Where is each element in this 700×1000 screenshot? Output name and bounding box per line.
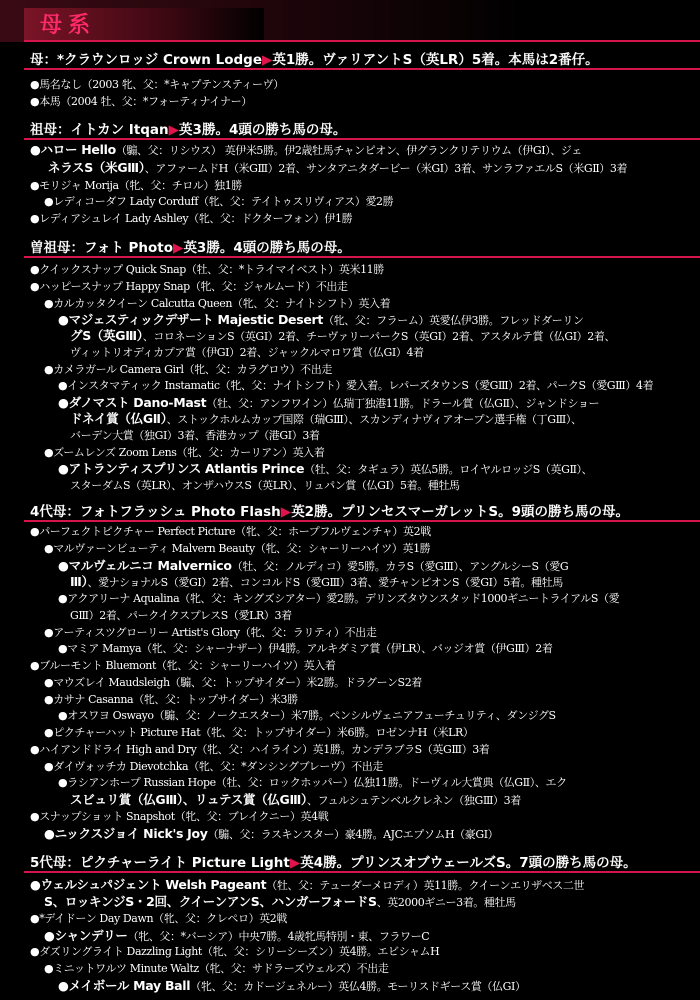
entry-text: スターダムS（英LR）、オンザハウスS（英LR）、リュパン賞（仏GⅠ）5着。種牡馬 xyxy=(70,479,460,492)
offspring-entry xyxy=(44,759,698,774)
horse-name-bold: S、ロッキンジS・2回、クイーンアンS、ハンガーフォードS xyxy=(44,894,377,909)
offspring-entry xyxy=(44,894,698,910)
entry-text: （牝、父：*バーシア）中央7勝。4歳牝馬特別・東、フラワーC xyxy=(127,930,430,943)
entry-text: （牡、父：テューダーメロディ）英11勝。クイーンエリザベス二世 xyxy=(266,879,585,892)
horse-name-bold: グS（英GⅢ） xyxy=(70,328,143,343)
offspring-entry xyxy=(70,411,698,427)
entry-text: ●マミア Mamya（牝、父：シャーナザー）伊4勝。アルキダミア賞（伊LR）、バッジオ賞（伊GⅢ）2着 xyxy=(58,642,553,655)
entry-text: ●ミニットワルツ Minute Waltz（牝、父：サドラーズウェルズ）不出走 xyxy=(44,962,389,975)
section-dam-name: 曽祖母：フォト Photo xyxy=(30,240,174,256)
entry-text: ●インスタマティック Instamatic（牝、父：ナイトシフト）愛入着。レパーズタウンS（愛GⅢ）2着、パークS（愛GⅢ）4着 xyxy=(58,379,654,392)
triangle-icon: ▶ xyxy=(289,855,301,871)
entry-text: ●*デイドーン Day Dawn（牝、父：クレペロ）英2戦 xyxy=(30,912,287,925)
horse-name-bold: ●マルヴェルニコ Malvernico xyxy=(58,558,232,573)
horse-name-bold: ●ハロー Hello xyxy=(30,142,116,157)
offspring-entry xyxy=(70,574,698,590)
offspring-entry xyxy=(30,142,698,158)
entry-text: 、愛ナショナルS（愛GⅠ）2着、コンコルドS（愛GⅢ）3着、愛チャンピオンS（愛GⅠ）5着。種牡馬 xyxy=(87,576,563,589)
header-rule xyxy=(24,40,700,42)
offspring-entry xyxy=(58,775,698,790)
offspring-entry xyxy=(58,312,698,328)
entry-text: （牡、父：タギュラ）英仏5勝。ロイヤルロッジS（英GⅡ）、 xyxy=(304,463,593,476)
entry-text: ●ダイヴォッチカ Dievotchka（牝、父：*ダンシングブレーヴ）不出走 xyxy=(44,760,383,773)
offspring-entry xyxy=(44,725,698,740)
entry-text: 、ストックホルムカップ国際（瑞GⅢ）、スカンディナヴィアオープン選手権（丁GⅢ）、 xyxy=(166,413,582,426)
offspring-entry xyxy=(58,395,698,411)
section-summary: 英3勝。4頭の勝ち馬の母。 xyxy=(183,240,351,256)
offspring-entry xyxy=(58,978,698,994)
offspring-entry xyxy=(30,877,698,893)
offspring-entry xyxy=(70,478,698,493)
offspring-entry xyxy=(30,524,698,539)
section-rule xyxy=(24,520,700,522)
entry-text: （牝、父：カドージェネルー）英仏4勝。モーリスドギース賞（仏GⅠ） xyxy=(190,980,526,993)
offspring-entry xyxy=(44,445,698,460)
offspring-entry xyxy=(58,558,698,574)
triangle-icon: ▶ xyxy=(261,52,273,68)
offspring-entry xyxy=(44,625,698,640)
offspring-entry xyxy=(30,742,698,757)
section-summary: 英3勝。4頭の勝ち馬の母。 xyxy=(179,122,347,138)
section-rule xyxy=(24,138,700,140)
entry-text: GⅢ）2着、パークイクスプレスS（愛LR）3着 xyxy=(70,609,292,622)
offspring-entry xyxy=(58,708,698,723)
entry-text: ●カサナ Casanna（牝、父：トップサイダー）米3勝 xyxy=(44,693,298,706)
offspring-entry xyxy=(30,911,698,926)
section-summary: 英4勝。プリンスオブウェールズS。7頭の勝ち馬の母。 xyxy=(300,855,637,871)
offspring-entry xyxy=(70,792,698,808)
entry-text: ●オスワヨ Oswayo（騸、父：ノークエスター）米7勝。ペンシルヴェニアフューチュリティ、ダンジグS xyxy=(58,709,556,722)
entry-text: 、コロネーションS（英GⅠ）2着、チーヴァリーパークS（英GⅠ）2着、アスタルテ賞（仏GⅠ）2着、 xyxy=(142,330,616,343)
section-heading-text xyxy=(30,236,351,256)
entry-text: ●レディアシュレイ Lady Ashley（牝、父：ドクターフォン）伊1勝 xyxy=(30,212,353,225)
offspring-entry xyxy=(30,658,698,673)
section-heading xyxy=(24,118,700,140)
section-heading-text xyxy=(30,500,629,520)
offspring-entry xyxy=(44,675,698,690)
section-heading xyxy=(24,851,700,873)
horse-name-bold: ●アトランティスプリンス Atlantis Prince xyxy=(58,461,305,476)
offspring-entry xyxy=(44,362,698,377)
horse-name-bold: ●ニックスジョイ Nick's Joy xyxy=(44,826,208,841)
entry-text: （牝、父：フラーム）英愛仏伊3勝。フレッドダーリン xyxy=(323,314,584,327)
triangle-icon: ▶ xyxy=(280,504,292,520)
offspring-entry xyxy=(44,194,698,209)
offspring-entry xyxy=(58,461,698,477)
section-summary: 英2勝。プリンセスマーガレットS。9頭の勝ち馬の母。 xyxy=(291,504,629,520)
offspring-entry xyxy=(44,826,698,842)
offspring-entry xyxy=(70,345,698,360)
entry-text: ●パーフェクトピクチャー Perfect Picture（牝、父：ホープフルヴェンチャ）英2戦 xyxy=(30,525,431,538)
section-summary: 英1勝。ヴァリアントS（英LR）5着。本馬は2番仔。 xyxy=(272,52,599,68)
entry-text: ●ダズリングライト Dazzling Light（牝、父：シリーシーズン）英4勝。エビシャムH xyxy=(30,945,440,958)
horse-name-bold: ドネイ賞（仏GⅡ） xyxy=(70,411,167,426)
section-heading-text xyxy=(30,851,637,871)
entry-text: ヴィットリオディカプア賞（伊GⅠ）2着、ジャックルマロワ賞（仏GⅠ）4着 xyxy=(70,346,424,359)
entry-text: ●スナップショット Snapshot（牝、父：ブレイクニー）英4戦 xyxy=(30,810,329,823)
section-dam-name: 4代母：フォトフラッシュ Photo Flash xyxy=(30,504,281,520)
section-dam-name: 祖母：イトカン Itqan xyxy=(30,122,169,138)
offspring-entry xyxy=(58,641,698,656)
horse-name-bold: ●ウェルシュパジェント Welsh Pageant xyxy=(30,877,267,892)
offspring-entry xyxy=(30,279,698,294)
offspring-entry xyxy=(70,328,698,344)
horse-name-bold: ●ダノマスト Dano-Mast xyxy=(58,395,207,410)
offspring-entry xyxy=(30,809,698,824)
offspring-entry xyxy=(44,541,698,556)
section-dam-name: 5代母：ピクチャーライト Picture Light xyxy=(30,855,290,871)
entry-text: （牡、父：アンフワイン）仏瑞丁独港11勝。ドラール賞（仏GⅡ）、ジャンドショー xyxy=(206,397,600,410)
horse-name-bold: ●マジェスティックデザート Majestic Desert xyxy=(58,312,324,327)
offspring-entry xyxy=(44,961,698,976)
offspring-entry xyxy=(30,94,698,109)
entry-text: バーデン大賞（独GⅠ）3着、香港カップ（港GⅠ）3着 xyxy=(70,429,320,442)
entry-text: ●馬名なし（2003 牝、父：*キャプテンスティーヴ） xyxy=(30,78,284,91)
page-title: 母系 xyxy=(40,13,97,38)
offspring-entry xyxy=(44,296,698,311)
section-rule xyxy=(24,871,700,873)
entry-text: ●カルカッタクイーン Calcutta Queen（牝、父：ナイトシフト）英入着 xyxy=(44,297,391,310)
entry-text: ●ズームレンズ Zoom Lens（牝、父：カーリアン）英入着 xyxy=(44,446,325,459)
entry-text: 、アファームドH（米GⅢ）2着、サンタアニタダービー（米GⅠ）3着、サンラファエルS（米GⅡ）3着 xyxy=(144,162,628,175)
entry-text: （牡、父：ノルディコ）愛5勝。カラS（愛GⅢ）、アングルシーS（愛G xyxy=(231,560,569,573)
section-rule xyxy=(24,256,700,258)
offspring-entry xyxy=(48,160,698,176)
entry-text: ●アーティスツグローリー Artist's Glory（牝、父：ラリティ）不出走 xyxy=(44,626,377,639)
horse-name-bold: スビュリ賞（仏GⅢ）、リュテス賞（仏GⅢ） xyxy=(70,792,307,807)
offspring-entry xyxy=(44,928,698,944)
entry-text: 、フュルシュテンベルクレネン（独GⅢ）3着 xyxy=(306,794,521,807)
section-heading xyxy=(24,500,700,522)
entry-text: ●マウズレイ Maudsleigh（騸、父：トップサイダー）米2勝。ドラグーンS2着 xyxy=(44,676,422,689)
header-band xyxy=(0,0,700,42)
offspring-entry xyxy=(58,378,698,393)
offspring-entry xyxy=(30,211,698,226)
section-heading-text xyxy=(30,118,346,138)
entry-text: ●レディコーダフ Lady Corduff（牝、父：テイトゥスリヴィアス）愛2勝 xyxy=(44,195,394,208)
entry-text: ●クイックスナップ Quick Snap（牡、父：*トライマイベスト）英米11勝 xyxy=(30,263,384,276)
entry-text: ●モリジャ Morija（牝、父：チロル）独1勝 xyxy=(30,179,242,192)
section-rule xyxy=(24,68,700,70)
entry-text: ●ブルーモント Bluemont（牝、父：シャーリーハイツ）英入着 xyxy=(30,659,336,672)
triangle-icon: ▶ xyxy=(168,122,180,138)
offspring-entry xyxy=(30,77,698,92)
offspring-entry xyxy=(70,428,698,443)
section-heading xyxy=(24,48,700,70)
entry-text: ●ピクチャーハット Picture Hat（牝、父：トップサイダー）米6勝。ロゼンナH（米LR） xyxy=(44,726,474,739)
offspring-entry xyxy=(30,944,698,959)
entry-text: ●ラシアンホープ Russian Hope（牡、父：ロックホッパー）仏独11勝。ドーヴィル大賞典（仏GⅡ）、エク xyxy=(58,776,567,789)
offspring-entry xyxy=(58,591,698,606)
section-heading xyxy=(24,236,700,258)
entry-text: ●ハッピースナップ Happy Snap（牝、父：ジャルムード）不出走 xyxy=(30,280,348,293)
offspring-entry xyxy=(70,608,698,623)
entry-text: 、英2000ギニー3着。種牡馬 xyxy=(376,896,516,909)
triangle-icon: ▶ xyxy=(173,240,184,256)
offspring-entry xyxy=(30,178,698,193)
section-heading-text xyxy=(30,48,599,68)
horse-name-bold: ネラスS（米GⅢ） xyxy=(48,160,145,175)
entry-text: （騸、父：ラスキンスター）豪4勝。AJCエプソムH（豪GⅠ） xyxy=(207,828,499,841)
horse-name-bold: ●メイボール May Ball xyxy=(58,978,191,993)
horse-name-bold: Ⅲ） xyxy=(70,574,88,589)
section-dam-name: 母：*クラウンロッジ Crown Lodge xyxy=(30,52,262,68)
entry-text: ●本馬（2004 牡、父：*フォーティナイナー） xyxy=(30,95,252,108)
offspring-entry xyxy=(30,262,698,277)
offspring-entry xyxy=(44,692,698,707)
entry-text: （騸、父：リシウス） 英伊米5勝。伊2歳牡馬チャンピオン、伊グランクリテリウム（伊GⅠ）、ジェ xyxy=(115,144,582,157)
entry-text: ●ハイアンドドライ High and Dry（牝、父：ハイライン）英1勝。カンデラブラS（英GⅢ）3着 xyxy=(30,743,490,756)
horse-name-bold: ●シャンデリー xyxy=(44,928,128,943)
entry-text: ●カメラガール Camera Girl（牝、父：カラグロウ）不出走 xyxy=(44,363,332,376)
entry-text: ●マルヴァーンビューティ Malvern Beauty（牝、父：シャーリーハイツ）英1勝 xyxy=(44,542,431,555)
entry-text: ●アクアリーナ Aqualina（牝、父：キングズシアター）愛2勝。デリンズタウンスタッド1000ギニートライアルS（愛 xyxy=(58,592,620,605)
